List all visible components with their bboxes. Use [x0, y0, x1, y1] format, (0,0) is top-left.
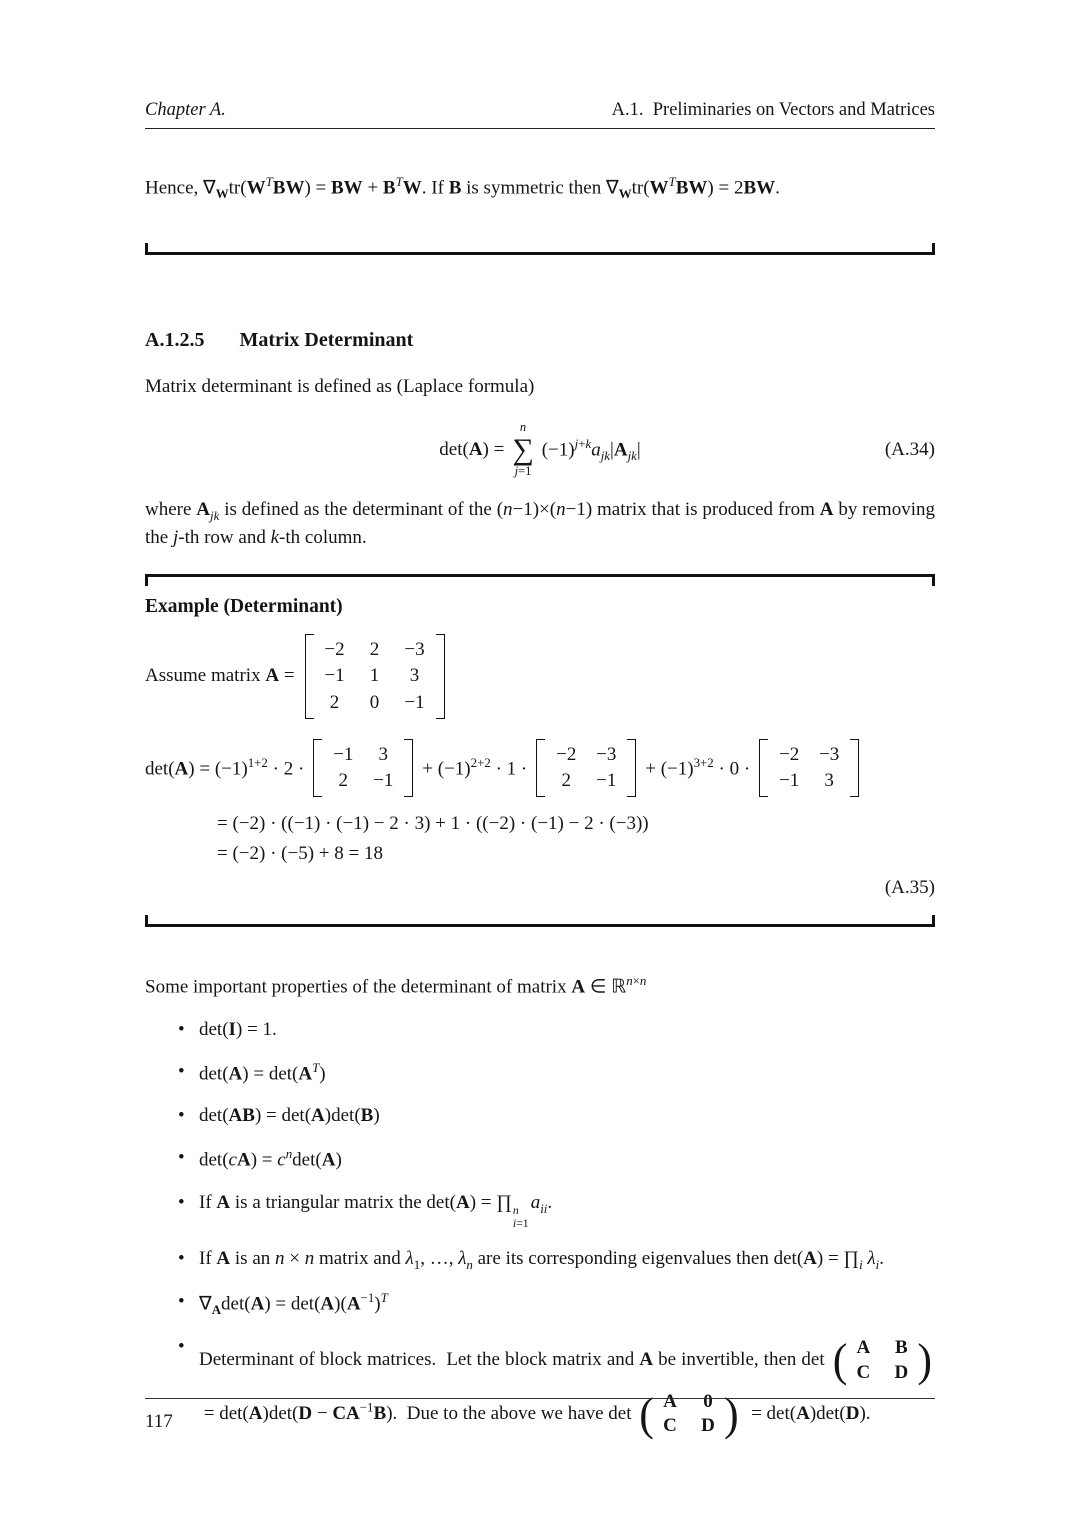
eq34-rhs: $(-1)^{j+k}a_{jk}|A_{jk}|$	[541, 436, 641, 464]
matrix-cell: −1	[324, 665, 345, 687]
sum-lower-limit: j=1	[514, 464, 532, 479]
bullet-glyph: •	[178, 1019, 185, 1041]
section-heading	[145, 329, 935, 352]
assume-matrix-text: Assume matrix A =	[145, 665, 295, 687]
block-matrix-1	[833, 1334, 932, 1387]
matrix-cell: 1	[369, 665, 380, 687]
footer-rule	[145, 1398, 935, 1399]
section-number: A.1.2.5	[145, 329, 205, 352]
matrix-cell: A	[663, 1390, 677, 1412]
example-box	[145, 574, 935, 927]
matrix-cell: −1	[333, 743, 354, 765]
sigma-symbol: ∑	[512, 433, 534, 467]
bullet-glyph: •	[178, 1105, 185, 1127]
example-box-bottom-rule	[145, 915, 935, 927]
left-bracket	[759, 739, 768, 797]
matrix-cell: C	[663, 1415, 677, 1437]
header-section-label: A.1. Preliminaries on Vectors and Matrices	[611, 100, 935, 120]
bullet-glyph: •	[178, 1247, 185, 1269]
matrix-cell: −1	[404, 691, 425, 713]
list-item	[145, 1190, 935, 1231]
right-paren: )	[723, 1388, 739, 1440]
block-text-3: = det(A)det(D).	[746, 1402, 871, 1424]
matrix-cell: −2	[556, 743, 577, 765]
list-item-text: $\nabla_A\det(A) = \det(A)(A^{-1})^T$	[199, 1289, 388, 1317]
matrix-cell: −3	[404, 638, 425, 660]
left-bracket	[305, 634, 314, 719]
example-box-spacer	[145, 899, 935, 915]
list-item-text: If A is a triangular matrix the det(A) = ∏ n i=1 $a_{ii}$.	[199, 1191, 553, 1231]
matrix-cell: D	[894, 1362, 909, 1383]
section-title: Matrix Determinant	[239, 329, 414, 352]
intro-paragraph: Hence, $\nabla_Wtr(W^TBW)$ = BW + $B^TW$. If B is symmetric then $\nabla_Wtr(W^TBW) = 2BW$.	[145, 174, 780, 202]
header-rule	[145, 128, 935, 129]
list-item-text: det(AB) = det(A)det(B)	[199, 1105, 380, 1127]
list-item	[145, 1145, 935, 1174]
minor-matrix-1	[313, 739, 413, 797]
list-item	[145, 1017, 935, 1044]
matrix-cell: 3	[409, 665, 420, 687]
right-bracket	[436, 634, 445, 719]
det-mid-2: + $(-1)^{3+2} \cdot 0$ ·	[645, 755, 751, 780]
equation-a34	[145, 417, 935, 483]
section-lead-paragraph: Matrix determinant is defined as (Laplace formula)	[145, 376, 535, 398]
properties-lead: Some important properties of the determinant of matrix A ∈ ℝ$^{n\times n}$	[145, 972, 647, 998]
matrix-cell: −2	[779, 743, 800, 765]
left-bracket	[313, 739, 322, 797]
page-number: 117	[145, 1411, 173, 1432]
matrix-cell: 0	[369, 691, 380, 713]
matrix-cell: −2	[324, 638, 345, 660]
block-text-1: Determinant of block matrices. Let the block matrix and A be invertible, then det	[199, 1349, 825, 1371]
list-item-text: det(I) = 1.	[199, 1019, 277, 1041]
matrix-a	[305, 634, 445, 719]
matrix-cell: 2	[369, 638, 380, 660]
matrix-cell: D	[701, 1415, 715, 1437]
list-item	[145, 1246, 935, 1274]
assume-matrix-line	[145, 634, 935, 719]
list-item	[145, 1059, 935, 1088]
sum-upper-limit: n	[519, 420, 527, 435]
matrix-cell: −3	[819, 743, 840, 765]
example-title: Example (Determinant)	[145, 595, 343, 617]
running-header	[145, 100, 935, 121]
matrix-cell: 2	[329, 691, 340, 713]
matrix-cell: 2	[338, 770, 349, 792]
right-paren: )	[917, 1334, 932, 1387]
left-paren: (	[639, 1388, 654, 1440]
right-bracket	[627, 739, 636, 797]
matrix-cell: −1	[373, 770, 394, 792]
matrix-cell: −3	[596, 743, 617, 765]
eq34-lhs: det(A) =	[439, 439, 505, 461]
matrix-cell: 3	[378, 743, 389, 765]
block-text-2: = $\det(A)\det(D - CA^{-1}B)$. Due to the above we have det	[199, 1399, 632, 1424]
right-bracket	[404, 739, 413, 797]
minor-matrix-3	[759, 739, 859, 797]
matrix-cell: 0	[703, 1390, 713, 1412]
det-continuation-line-1: = (−2) · ((−1) · (−1) − 2 · 3) + 1 · ((−2) · (−1) − 2 · (−3))	[217, 812, 649, 834]
minor-matrix-2	[536, 739, 636, 797]
list-item	[145, 1103, 935, 1130]
bullet-glyph: •	[178, 1147, 185, 1169]
previous-box-bottom-rule	[145, 243, 935, 255]
matrix-cell: −1	[596, 770, 617, 792]
properties-list	[145, 1017, 935, 1441]
bullet-glyph: •	[178, 1191, 185, 1213]
where-paragraph: where $A_{jk}$ is defined as the determinant of the (n−1)×(n−1) matrix that is produced from A by removing the j-th row and k-th column.	[145, 499, 935, 549]
bullet-glyph: •	[178, 1336, 185, 1358]
example-box-top-rule	[145, 574, 935, 586]
list-item-text: $\det(cA) = c^n\det(A)$	[199, 1146, 342, 1171]
matrix-cell: 3	[824, 770, 834, 792]
list-item-text: If A is an n × n matrix and $\lambda_1$, …, $\lambda_n$ are its corresponding eigenvalues then $\det(A) = \prod_i$ $\lambda_i$.	[199, 1247, 884, 1272]
det-continuation-line-2: = (−2) · (−5) + 8 = 18	[217, 842, 383, 864]
matrix-cell: −1	[779, 770, 800, 792]
equation-a35-tag: (A.35)	[884, 876, 935, 898]
matrix-cell: B	[895, 1337, 908, 1359]
list-item-text: $\det(A) = \det(A^T)$	[199, 1060, 326, 1085]
determinant-expansion-line	[145, 739, 935, 797]
matrix-cell: C	[856, 1362, 871, 1383]
left-paren: (	[832, 1334, 848, 1387]
left-bracket	[536, 739, 545, 797]
det-prefix: $\det(A) = (-1)^{1+2} \cdot 2$ ·	[145, 755, 305, 780]
matrix-cell: A	[856, 1337, 871, 1359]
bullet-glyph: •	[178, 1061, 185, 1083]
header-chapter-label: Chapter A.	[145, 100, 226, 120]
right-bracket	[850, 739, 859, 797]
equation-a34-tag: (A.34)	[884, 439, 935, 461]
det-mid-1: + $(-1)^{2+2} \cdot 1$ ·	[422, 755, 528, 780]
bullet-glyph: •	[178, 1290, 185, 1312]
page-footer	[145, 1398, 935, 1433]
matrix-cell: 2	[561, 770, 571, 792]
summation-operator	[512, 421, 533, 479]
list-item	[145, 1289, 935, 1319]
equation-a34-body	[439, 421, 640, 479]
